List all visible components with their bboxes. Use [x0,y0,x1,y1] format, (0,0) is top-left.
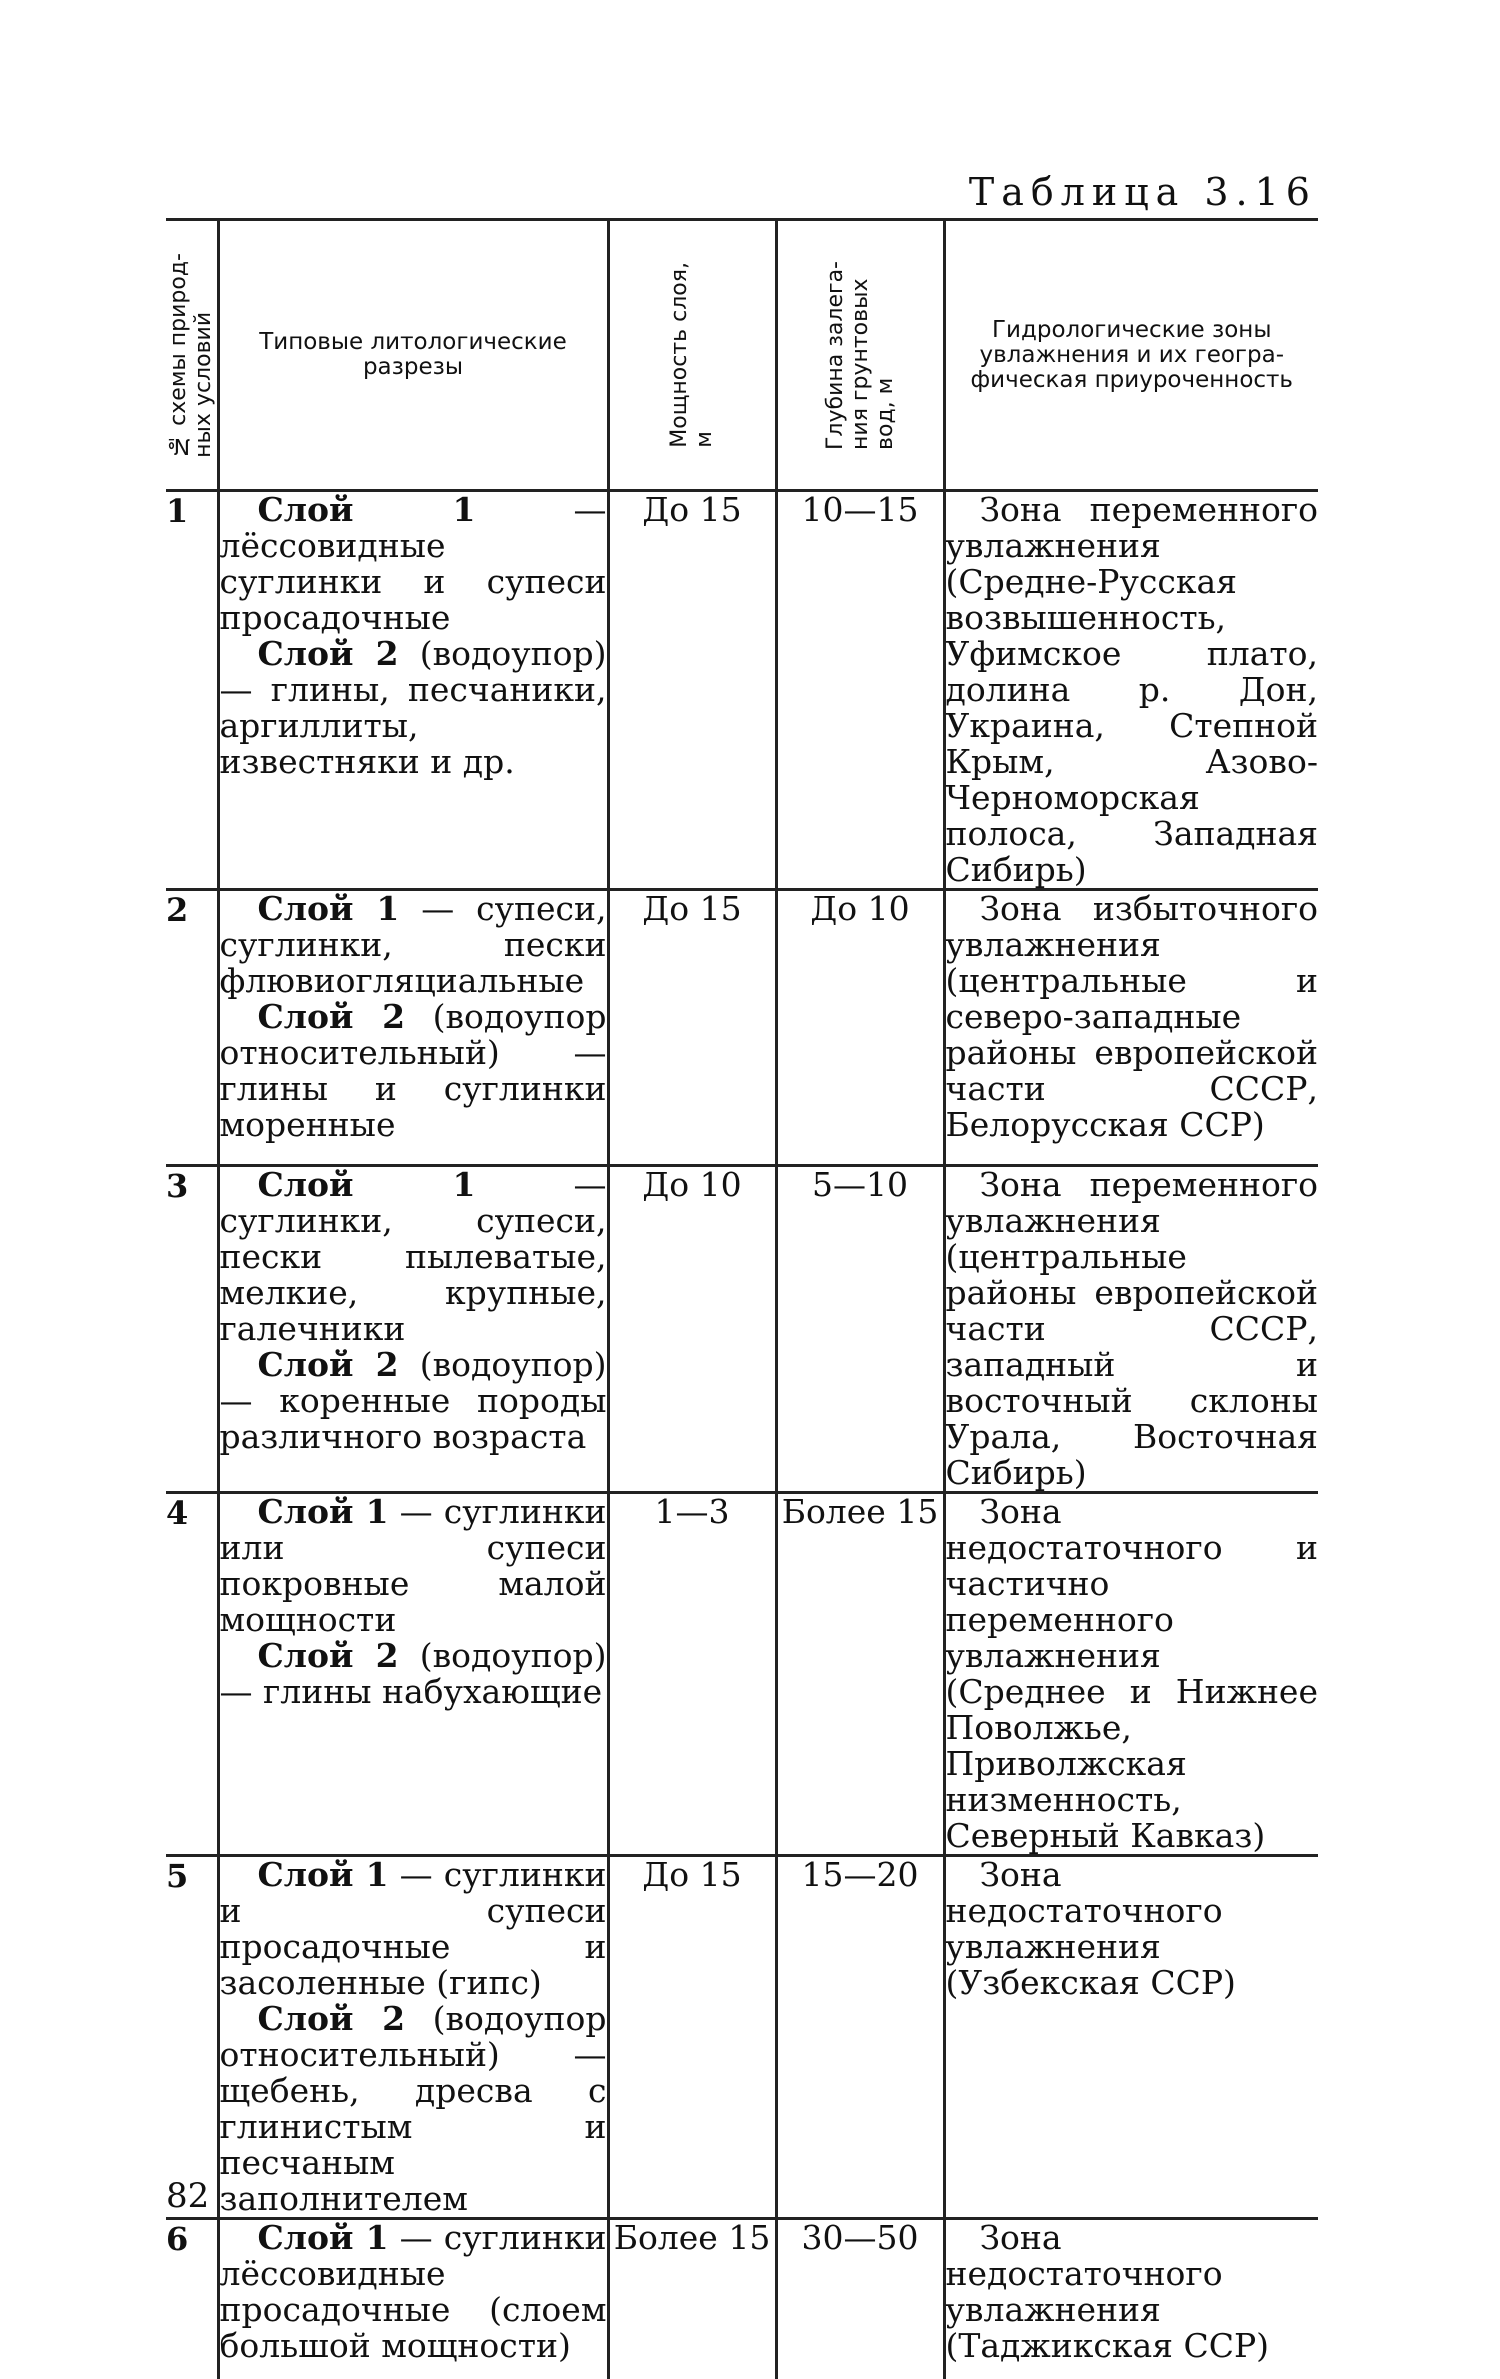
thickness-cell: До 15 [608,1856,776,2219]
layer-1-label: Слой 1 [257,889,400,928]
table-row [166,1166,1318,1493]
table-row [166,491,1318,890]
page-number: 82 [166,2176,210,2216]
layer-1-text: — суглинки или супеси покровные малой мощности [219,1492,607,1639]
layer-2-label: Слой 2 [257,1345,399,1384]
layer-1-label: Слой 1 [257,1855,389,1894]
layer-1-text: — суглинки и супеси просадочные и засоленные (гипс) [219,1855,607,2002]
layer-1-text: — суглинки лёссовидные просадочные (слоем большой мощности) [219,2218,607,2365]
scheme-number: 1 [166,492,189,530]
table-caption: Таблица 3.16 [968,170,1317,214]
header-scheme-number [166,220,218,491]
zone-cell: Зона переменного увлажнения (Средне-Русская возвышенность, Уфимское плато, долина р. Дон, Украина, Степной Крым, Азово-Черноморская полоса, Западная Сибирь) [945,490,1318,889]
lithology-cell [218,1856,608,2219]
header-hydrological-zone-text: Гидрологические зоны увлажнения и их геогра- фическая приуроченность [970,316,1293,393]
depth-cell: 30—50 [776,2219,944,2379]
depth-cell: 15—20 [776,1856,944,2219]
zone-cell: Зона избыточного увлажнения (центральные и северо-западные районы европейской части СССР, Белорусская ССР) [944,890,1318,1166]
lithology-cell [218,1493,608,1856]
layer-2-text: (водоупор) — коренные породы различного возраста [219,1345,607,1456]
layer-1-text: — суглинки, супеси, пески пылеватые, мелкие, крупные, галечники [219,1165,607,1348]
scheme-number: 2 [166,891,189,929]
scheme-number: 6 [166,2220,189,2258]
lithology-cell [218,890,608,1166]
lithology-cell [218,1166,608,1493]
zone-cell: Зона недостаточного увлажнения (Узбекская ССР) [944,1856,1318,2219]
header-lithology [218,220,608,491]
zone-cell: Зона переменного увлажнения (центральные районы европейской части СССР, западный и восточный склоны Урала, Восточная Сибирь) [945,1165,1318,1492]
scheme-number: 5 [166,1857,189,1895]
header-row [166,220,1318,491]
header-lithology-text: Типовые литологические разрезы [259,329,567,380]
lithology-cell [218,491,608,890]
layer-1-text: — лёссовидные суглинки и супеси просадочные [219,490,607,637]
depth-cell: 10—15 [776,491,944,890]
layer-1-text: — супеси, суглинки, пески флювиогляциальные [219,889,607,1000]
depth-cell: До 10 [776,890,944,1166]
layer-2-label: Слой 2 [257,997,406,1036]
layer-1-label: Слой 1 [257,2218,389,2257]
header-thickness-text: Мощность слоя, м [667,262,717,448]
thickness-cell: 1—3 [608,1493,776,1856]
zone-cell: Зона недостаточного и частично переменного увлажнения (Среднее и Нижнее Поволжье, Приволжская низменность, Северный Кавказ) [945,1492,1318,1855]
layer-1-label: Слой 1 [257,1165,476,1204]
depth-cell: 5—10 [776,1166,944,1493]
thickness-cell: До 15 [608,491,776,890]
layer-2-label: Слой 2 [257,1636,399,1675]
layer-2-label: Слой 2 [257,634,399,673]
thickness-cell: До 10 [608,1166,776,1493]
layer-1-label: Слой 1 [257,1492,389,1531]
header-scheme-number-text: № схемы природ- ных условий [166,252,217,458]
thickness-cell: До 15 [608,890,776,1166]
table-row [166,1493,1318,1856]
layer-1-label: Слой 1 [257,490,476,529]
header-groundwater-depth-text: Глубина залега- ния грунтовых вод, м [822,260,898,450]
depth-cell: Более 15 [776,1493,944,1856]
thickness-cell: Более 15 [608,2219,776,2379]
table-row [166,890,1318,1166]
layer-2-text: (водоупор относительный) — щебень, дресва с глинистым и песчаным заполнителем [219,1999,607,2218]
header-groundwater-depth [776,220,944,491]
scheme-number: 4 [166,1494,189,1532]
header-hydrological-zone [944,220,1318,491]
table-row [166,1856,1318,2219]
data-table [166,218,1318,2379]
layer-2-label: Слой 2 [257,1999,406,2038]
table-row [166,2219,1318,2379]
layer-2-text: (водоупор относительный) — глины и суглинки моренные [219,997,607,1144]
layer-2-text: (водоупор) — глины, песчаники, аргиллиты, известняки и др. [219,634,607,781]
zone-cell: Зона недостаточного увлажнения (Таджикская ССР) [944,2219,1318,2379]
header-thickness [608,220,776,491]
scheme-number: 3 [166,1167,189,1205]
layer-2-text: (водоупор) — глины набухающие [219,1636,607,1711]
lithology-cell [218,2219,608,2379]
